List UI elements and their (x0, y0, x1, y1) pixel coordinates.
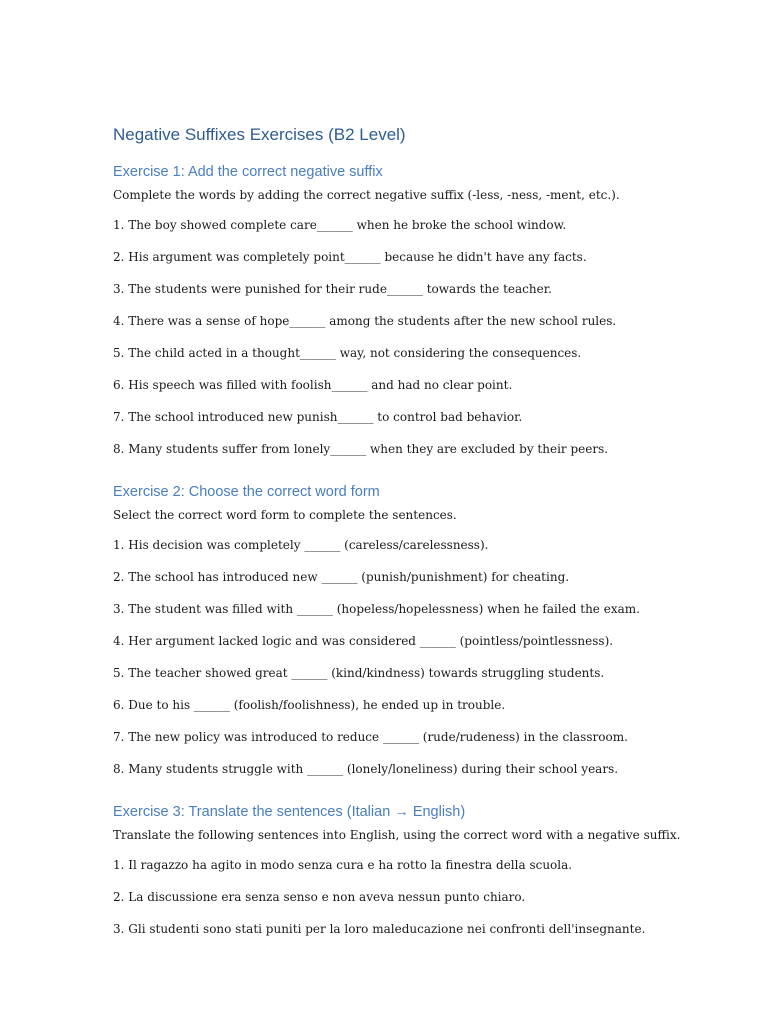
exercise-item: 2. La discussione era senza senso e non aveva nessun punto chiaro. (113, 890, 526, 904)
exercise-item: 4. Her argument lacked logic and was considered ______ (pointless/pointlessness). (113, 634, 614, 648)
exercise-item: 3. The students were punished for their rude______ towards the teacher. (113, 282, 552, 296)
exercise-item: 2. The school has introduced new ______ (punish/punishment) for cheating. (113, 570, 570, 584)
exercise-item: 6. Due to his ______ (foolish/foolishness), he ended up in trouble. (113, 698, 506, 712)
exercise-heading: Exercise 3: Translate the sentences (Italian → English) (113, 804, 466, 820)
exercise-instruction: Complete the words by adding the correct negative suffix (-less, -ness, -ment, etc.). (113, 188, 620, 202)
exercise-3-section (113, 802, 733, 952)
exercise-2-section (113, 482, 733, 792)
exercise-item: 1. The boy showed complete care______ when he broke the school window. (113, 218, 567, 232)
exercise-item: 4. There was a sense of hope______ among the students after the new school rules. (113, 314, 617, 328)
exercise-instruction: Translate the following sentences into English, using the correct word with a negative suffix. (113, 828, 681, 842)
exercise-item: 1. Il ragazzo ha agito in modo senza cura e ha rotto la finestra della scuola. (113, 858, 573, 872)
exercise-item: 2. His argument was completely point______ because he didn't have any facts. (113, 250, 587, 264)
exercise-heading: Exercise 1: Add the correct negative suffix (113, 164, 383, 180)
document-page (113, 124, 733, 962)
exercise-item: 7. The new policy was introduced to reduce ______ (rude/rudeness) in the classroom. (113, 730, 628, 744)
exercise-item: 3. The student was filled with ______ (hopeless/hopelessness) when he failed the exam. (113, 602, 640, 616)
exercise-1-section (113, 162, 733, 472)
document-title: Negative Suffixes Exercises (B2 Level) (113, 125, 406, 144)
exercise-item: 5. The teacher showed great ______ (kind/kindness) towards struggling students. (113, 666, 605, 680)
exercise-item: 6. His speech was filled with foolish______ and had no clear point. (113, 378, 513, 392)
exercise-item: 8. Many students struggle with ______ (lonely/loneliness) during their school years. (113, 762, 619, 776)
exercise-item: 8. Many students suffer from lonely______ when they are excluded by their peers. (113, 442, 609, 456)
exercise-item: 7. The school introduced new punish______ to control bad behavior. (113, 410, 523, 424)
exercise-item: 1. His decision was completely ______ (careless/carelessness). (113, 538, 489, 552)
exercise-item: 5. The child acted in a thought______ way, not considering the consequences. (113, 346, 582, 360)
exercise-instruction: Select the correct word form to complete the sentences. (113, 508, 457, 522)
exercise-item: 3. Gli studenti sono stati puniti per la loro maleducazione nei confronti dell'insegnante. (113, 922, 646, 936)
exercise-heading: Exercise 2: Choose the correct word form (113, 484, 380, 500)
